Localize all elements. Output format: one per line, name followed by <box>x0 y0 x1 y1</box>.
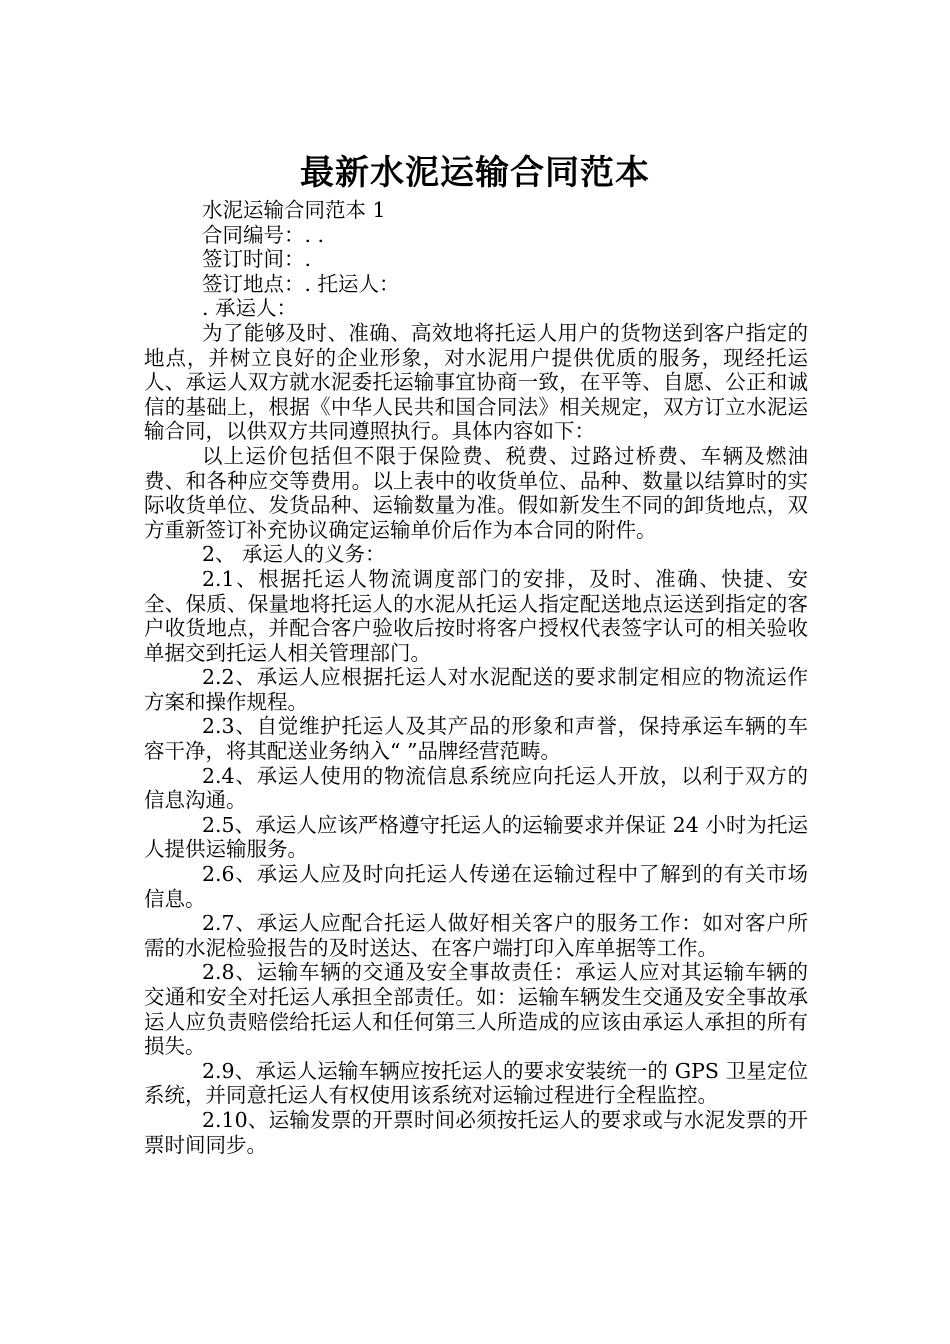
clause-2-3: 2.3、自觉维护托运人及其产品的形象和声誉，保持承运车辆的车容干净，将其配送业务纳入“ ”品牌经营范畴。 <box>144 714 808 764</box>
signing-time-line: 签订时间：. <box>202 247 312 272</box>
clause-2-8: 2.8、运输车辆的交通及安全事故责任：承运人应对其运输车辆的交通和安全对托运人承担全部责任。如：运输车辆发生交通及安全事故承运人应负责赔偿给托运人和任何第三人所造成的应该由承运人承担的所有损失。 <box>144 960 808 1059</box>
clause-2-2: 2.2、承运人应根据托运人对水泥配送的要求制定相应的物流运作方案和操作规程。 <box>144 665 808 714</box>
contract-template-label: 水泥运输合同范本 1 <box>202 198 386 222</box>
clause-2-1: 2.1、根据托运人物流调度部门的安排，及时、准确、快捷、安全、保质、保量地将托运人的水泥从托运人指定配送地点运送到指定的客户收货地点，并配合客户验收后按时将客户授权代表签字认可的相关验收单据交到托运人相关管理部门。 <box>144 566 808 665</box>
clause-2-4: 2.4、承运人使用的物流信息系统应向托运人开放，以利于双方的信息沟通。 <box>144 763 808 813</box>
clause-2-7: 2.7、承运人应配合托运人做好相关客户的服务工作：如对客户所需的水泥检验报告的及时送达、在客户端打印入库单据等工作。 <box>144 911 808 960</box>
intro-paragraph: 为了能够及时、准确、高效地将托运人用户的货物送到客户指定的地点，并树立良好的企业形象，对水泥用户提供优质的服务，现经托运人、承运人双方就水泥委托运输事宜协商一致，在平等、自愿、公正和诚信的基础上，根据《中华人民共和国合同法》相关规定，双方订立水泥运输合同，以供双方共同遵照执行。具体内容如下： <box>144 320 808 444</box>
clause-2-6: 2.6、承运人应及时向托运人传递在运输过程中了解到的有关市场信息。 <box>144 862 808 911</box>
pricing-paragraph: 以上运价包括但不限于保险费、税费、过路过桥费、车辆及燃油费、和各种应交等费用。以上表中的收货单位、品种、数量以结算时的实际收货单位、发货品种、运输数量为准。假如新发生不同的卸货地点，双方重新签订补充协议确定运输单价后作为本合同的附件。 <box>144 443 808 542</box>
signing-place-line: 签订地点：. 托运人： <box>202 271 400 296</box>
clause-2-9: 2.9、承运人运输车辆应按托运人的要求安装统一的 GPS 卫星定位系统，并同意托运人有权使用该系统对运输过程进行全程监控。 <box>144 1058 808 1108</box>
document-body <box>144 198 808 1157</box>
document-title: 最新水泥运输合同范本 <box>300 152 650 193</box>
clause-2-10: 2.10、运输发票的开票时间必须按托运人的要求或与水泥发票的开票时间同步。 <box>144 1107 808 1157</box>
section-heading-carrier-obligations: 2、 承运人的义务： <box>202 542 386 567</box>
carrier-line: . 承运人： <box>202 296 298 321</box>
clause-2-5: 2.5、承运人应该严格遵守托运人的运输要求并保证 24 小时为托运人提供运输服务。 <box>144 812 808 862</box>
contract-number-line: 合同编号：. . <box>202 222 325 247</box>
